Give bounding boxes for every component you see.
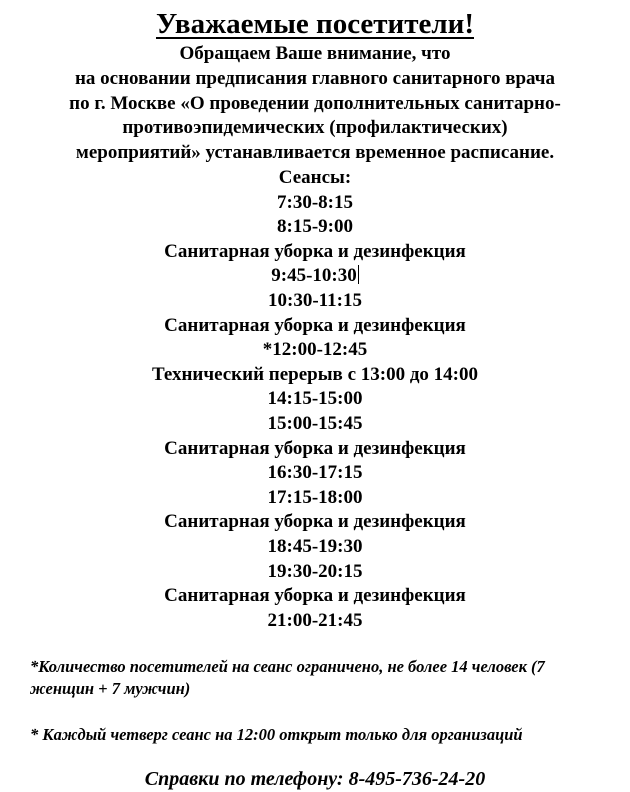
session-time: 18:45-19:30 — [267, 535, 363, 557]
sanitation-break: Санитарная уборка и дезинфекция — [164, 585, 466, 607]
thursday-footnote: * Каждый четверг сеанс на 12:00 открыт только для организаций — [30, 725, 523, 744]
page-title: Уважаемые посетители! — [156, 8, 474, 40]
session-time: *12:00-12:45 — [262, 339, 368, 361]
contact-phone: Справки по телефону: 8-495-736-24-20 — [144, 768, 486, 790]
schedule-heading: Сеансы: — [278, 167, 352, 188]
session-time: 10:30-11:15 — [268, 289, 362, 311]
notice-line: Обращаем Ваше внимание, что — [179, 43, 451, 64]
session-time: 16:30-17:15 — [267, 462, 363, 484]
technical-break: Технический перерыв с 13:00 до 14:00 — [151, 363, 479, 385]
notice-line: по г. Москве «О проведении дополнительных санитарно- — [69, 92, 561, 114]
sanitation-break: Санитарная уборка и дезинфекция — [164, 314, 466, 336]
session-time: 9:45-10:30 — [271, 265, 357, 287]
session-time: 21:00-21:45 — [267, 609, 363, 631]
sanitation-break: Санитарная уборка и дезинфекция — [164, 240, 466, 262]
notice-line: мероприятий» устанавливается временное расписание. — [75, 142, 555, 164]
session-time: 15:00-15:45 — [267, 412, 363, 434]
session-time: 19:30-20:15 — [267, 560, 363, 582]
session-time-row — [0, 264, 630, 289]
notice-text — [0, 42, 630, 166]
session-time: 8:15-9:00 — [277, 216, 353, 238]
notice-line: противоэпидемических (профилактических) — [122, 117, 508, 139]
session-time: 14:15-15:00 — [267, 388, 363, 410]
sanitation-break: Санитарная уборка и дезинфекция — [164, 437, 466, 459]
session-time: 7:30-8:15 — [277, 191, 353, 213]
schedule-list — [0, 166, 630, 633]
sanitation-break: Санитарная уборка и дезинфекция — [164, 511, 466, 533]
capacity-footnote: *Количество посетителей на сеанс ограничено, не более 14 человек (7 женщин + 7 мужчин) — [30, 657, 545, 698]
text-cursor — [358, 265, 359, 284]
session-time: 17:15-18:00 — [267, 486, 363, 508]
notice-line: на основании предписания главного санитарного врача — [74, 67, 555, 89]
